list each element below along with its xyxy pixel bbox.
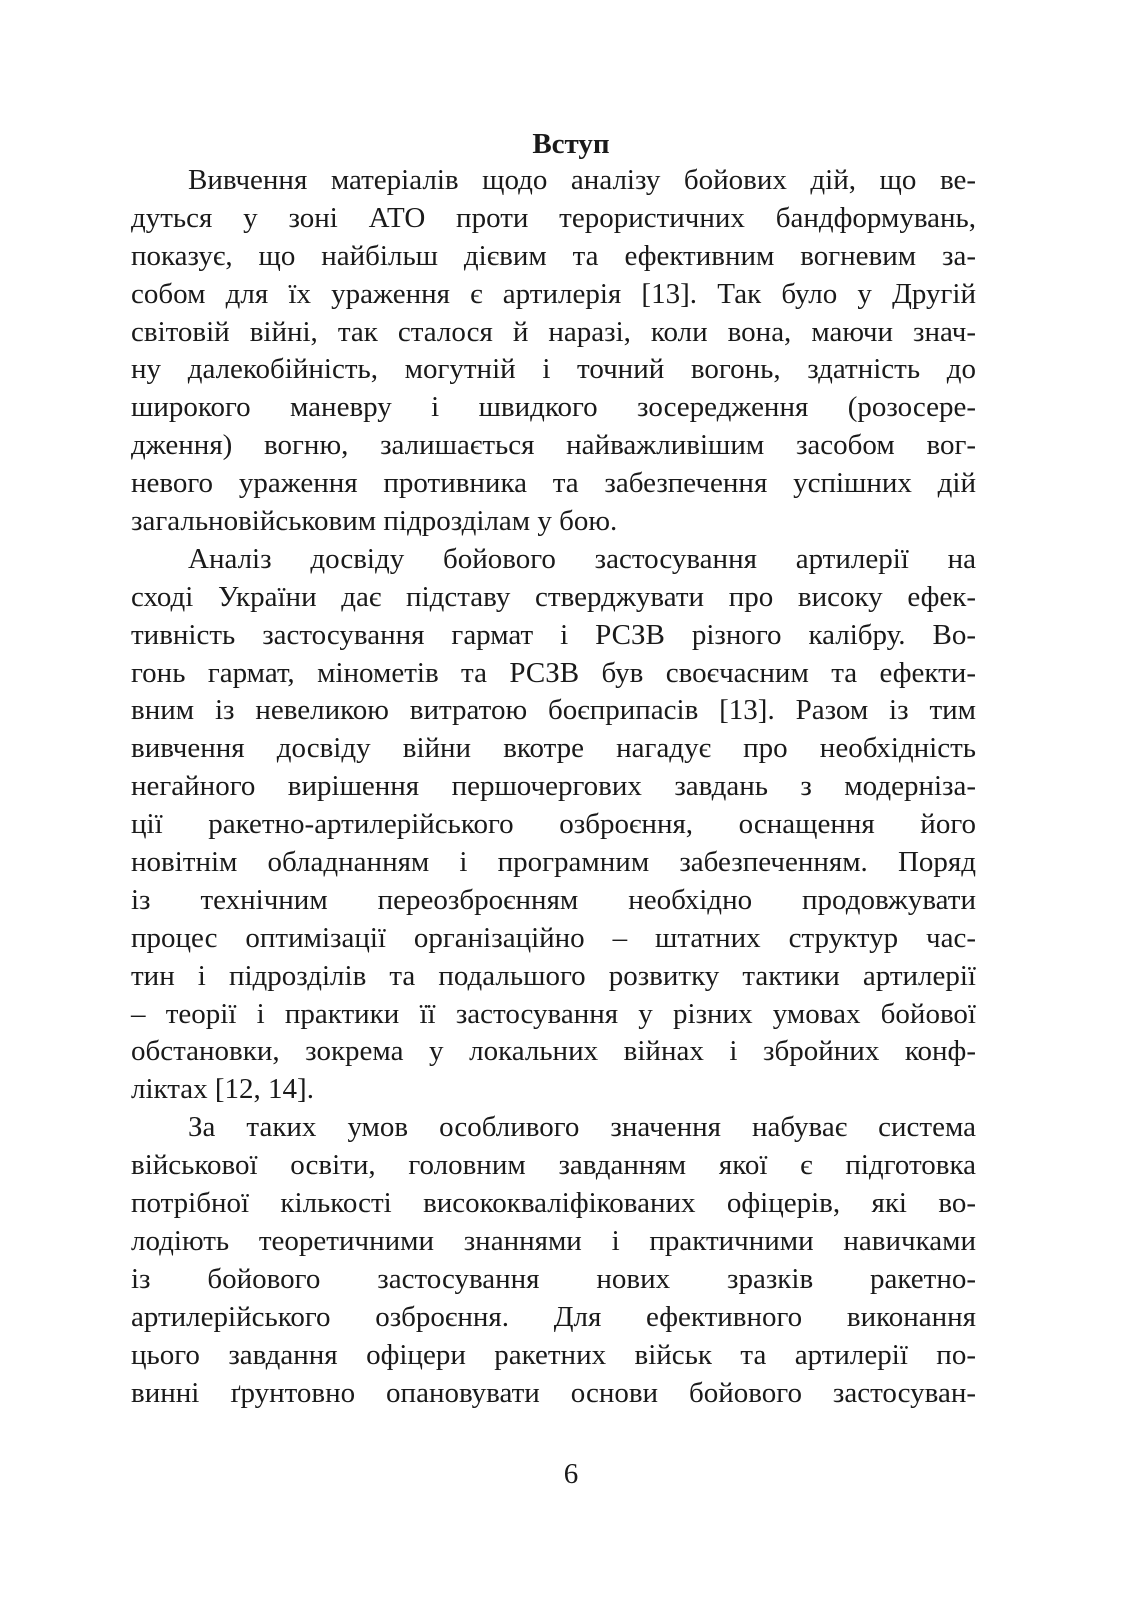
body-text	[131, 162, 976, 1412]
text-line: сході України дає підставу стверджувати про високу ефек-	[131, 580, 976, 613]
text-line: процес оптимізації організаційно – штатних структур час-	[131, 921, 976, 954]
text-line: вивчення досвіду війни вкотре нагадує про необхідність	[131, 732, 976, 765]
paragraph	[131, 162, 976, 541]
text-line: гонь гармат, мінометів та РСЗВ був своєчасним та ефекти-	[131, 656, 976, 689]
text-line: обстановки, зокрема у локальних війнах і збройних конф-	[131, 1035, 976, 1068]
text-line: винні ґрунтовно опановувати основи бойового застосуван-	[131, 1376, 976, 1409]
text-line: новітнім обладнанням і програмним забезпеченням. Поряд	[131, 846, 976, 879]
text-line: вним із невеликою витратою боєприпасів [13]. Разом із тим	[131, 694, 976, 727]
text-line: військової освіти, головним завданням якої є підготовка	[131, 1149, 976, 1182]
text-line: ції ракетно-артилерійського озброєння, оснащення його	[131, 808, 976, 841]
paragraph	[131, 541, 976, 1109]
text-line: загальновійськовим підрозділам у бою.	[131, 505, 618, 538]
text-line: із бойового застосування нових зразків ракетно-	[131, 1262, 976, 1295]
text-line: ліктах [12, 14].	[131, 1073, 314, 1106]
text-line: артилерійського озброєння. Для ефективного виконання	[131, 1300, 976, 1333]
section-title: Вступ	[532, 128, 610, 160]
text-line: Аналіз досвіду бойового застосування артилерії на	[188, 542, 976, 575]
text-line: цього завдання офіцери ракетних військ та артилерії по-	[131, 1338, 976, 1371]
text-line: невого ураження противника та забезпечення успішних дій	[131, 467, 976, 500]
text-line: із технічним переозброєнням необхідно продовжувати	[131, 883, 976, 916]
text-line: За таких умов особливого значення набуває система	[188, 1111, 976, 1144]
paragraph	[131, 1109, 976, 1412]
text-line: дження) вогню, залишається найважливішим засобом вог-	[131, 429, 976, 462]
text-line: світовій війні, так сталося й наразі, коли вона, маючи знач-	[131, 315, 976, 348]
text-line: показує, що найбільш дієвим та ефективним вогневим за-	[131, 239, 976, 272]
text-line: собом для їх ураження є артилерія [13]. Так було у Другій	[131, 277, 976, 310]
text-line: – теорії і практики її застосування у різних умовах бойової	[131, 997, 976, 1030]
text-line: потрібної кількості висококваліфікованих офіцерів, які во-	[131, 1187, 976, 1220]
text-line: тин і підрозділів та подальшого розвитку тактики артилерії	[131, 959, 976, 992]
text-line: ну далекобійність, могутній і точний вогонь, здатність до	[131, 353, 976, 386]
text-line: Вивчення матеріалів щодо аналізу бойових дій, що ве-	[188, 164, 976, 196]
text-line: негайного вирішення першочергових завдань з модернiза-	[131, 770, 976, 803]
page-number: 6	[563, 1458, 579, 1490]
text-line: широкого маневру і швидкого зосередження (розосере-	[131, 391, 976, 424]
text-line: лодіють теоретичними знаннями і практичними навичками	[131, 1224, 976, 1257]
text-line: дуться у зоні АТО проти терористичних бандформувань,	[131, 201, 976, 234]
text-line: тивність застосування гармат і РСЗВ різного калібру. Во-	[131, 618, 976, 651]
